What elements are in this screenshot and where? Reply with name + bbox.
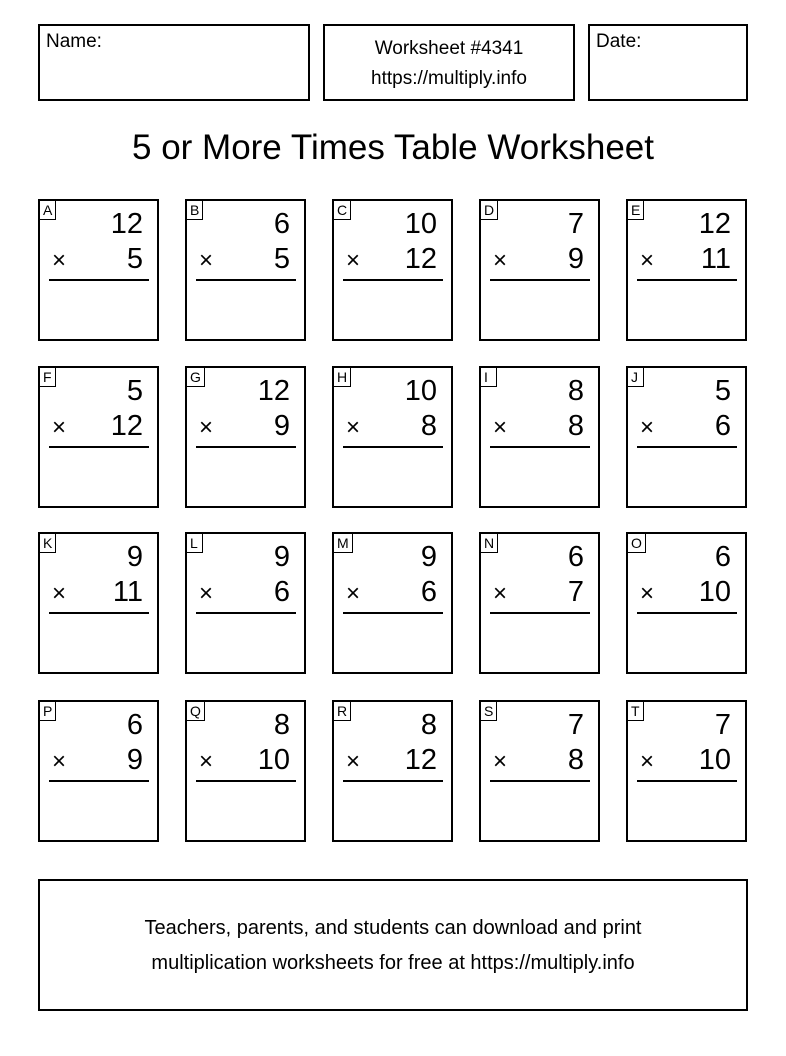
- multiply-sign: ×: [640, 414, 655, 441]
- problem-letter: O: [627, 533, 646, 553]
- problem-letter: M: [333, 533, 353, 553]
- problem-card: [38, 532, 159, 674]
- multiply-sign: ×: [346, 748, 361, 775]
- answer-line: [49, 780, 149, 782]
- problem-card: [332, 199, 453, 341]
- problem-letter: N: [480, 533, 498, 553]
- problem-card: [479, 700, 600, 842]
- multiplier: 7: [567, 576, 584, 608]
- answer-line: [343, 612, 443, 614]
- multiply-sign: ×: [52, 247, 67, 274]
- problem-card: [185, 532, 306, 674]
- problem-card: [332, 532, 453, 674]
- problem-card: [626, 199, 747, 341]
- date-label: Date:: [596, 31, 642, 52]
- name-field-box: [38, 24, 310, 101]
- multiplier: 12: [404, 243, 437, 275]
- problem-card: [626, 532, 747, 674]
- answer-line: [490, 612, 590, 614]
- answer-line: [196, 279, 296, 281]
- problem-card: [479, 366, 600, 508]
- multiply-sign: ×: [640, 748, 655, 775]
- multiply-sign: ×: [52, 748, 67, 775]
- answer-line: [343, 446, 443, 448]
- answer-line: [196, 446, 296, 448]
- answer-line: [343, 279, 443, 281]
- worksheet-info-box: [323, 24, 575, 101]
- multiply-sign: ×: [640, 580, 655, 607]
- multiplicand: 8: [420, 709, 437, 741]
- answer-line: [49, 612, 149, 614]
- problem-letter: P: [39, 701, 56, 721]
- date-field-box: [588, 24, 748, 101]
- multiplier: 6: [273, 576, 290, 608]
- multiplier: 6: [420, 576, 437, 608]
- problem-letter: K: [39, 533, 56, 553]
- multiplier: 12: [404, 744, 437, 776]
- multiplicand: 7: [714, 709, 731, 741]
- multiplier: 5: [126, 243, 143, 275]
- answer-line: [49, 279, 149, 281]
- problem-card: [479, 532, 600, 674]
- multiplicand: 7: [567, 208, 584, 240]
- problem-card: [185, 366, 306, 508]
- multiplier: 9: [126, 744, 143, 776]
- answer-line: [637, 279, 737, 281]
- footer-line-2: multiplication worksheets for free at https://multiply.info: [151, 952, 635, 974]
- multiply-sign: ×: [346, 414, 361, 441]
- problem-card: [479, 199, 600, 341]
- answer-line: [343, 780, 443, 782]
- multiply-sign: ×: [199, 748, 214, 775]
- problem-letter: S: [480, 701, 497, 721]
- multiply-sign: ×: [199, 414, 214, 441]
- multiply-sign: ×: [199, 580, 214, 607]
- problem-card: [38, 366, 159, 508]
- multiply-sign: ×: [493, 414, 508, 441]
- problem-letter: I: [480, 367, 497, 387]
- multiplier: 8: [567, 410, 584, 442]
- page-title: 5 or More Times Table Worksheet: [132, 128, 654, 167]
- problem-card: [332, 700, 453, 842]
- multiplicand: 6: [273, 208, 290, 240]
- multiplier: 9: [567, 243, 584, 275]
- problem-letter: D: [480, 200, 498, 220]
- problem-letter: F: [39, 367, 56, 387]
- multiplicand: 6: [567, 541, 584, 573]
- problem-card: [626, 366, 747, 508]
- problem-letter: J: [627, 367, 644, 387]
- multiplicand: 9: [420, 541, 437, 573]
- multiply-sign: ×: [493, 247, 508, 274]
- name-label: Name:: [46, 31, 102, 52]
- answer-line: [637, 780, 737, 782]
- answer-line: [196, 780, 296, 782]
- answer-line: [637, 446, 737, 448]
- multiply-sign: ×: [346, 247, 361, 274]
- worksheet-url: https://multiply.info: [371, 68, 527, 89]
- multiplier: 6: [714, 410, 731, 442]
- problem-card: [38, 199, 159, 341]
- answer-line: [637, 612, 737, 614]
- multiply-sign: ×: [52, 414, 67, 441]
- multiplicand: 6: [714, 541, 731, 573]
- answer-line: [490, 446, 590, 448]
- multiplicand: 6: [126, 709, 143, 741]
- multiplicand: 8: [273, 709, 290, 741]
- multiplicand: 8: [567, 375, 584, 407]
- multiplier: 8: [567, 744, 584, 776]
- problem-card: [626, 700, 747, 842]
- answer-line: [49, 446, 149, 448]
- problem-letter: G: [186, 367, 205, 387]
- multiplier: 11: [700, 243, 731, 275]
- multiplier: 10: [698, 576, 731, 608]
- problem-letter: E: [627, 200, 644, 220]
- answer-line: [196, 612, 296, 614]
- problem-letter: T: [627, 701, 644, 721]
- problem-letter: Q: [186, 701, 205, 721]
- problem-letter: B: [186, 200, 203, 220]
- answer-line: [490, 279, 590, 281]
- problem-letter: R: [333, 701, 351, 721]
- multiplicand: 10: [404, 208, 437, 240]
- multiplicand: 10: [404, 375, 437, 407]
- multiply-sign: ×: [640, 247, 655, 274]
- footer-box: [38, 879, 748, 1011]
- problem-card: [185, 700, 306, 842]
- multiplier: 10: [257, 744, 290, 776]
- multiply-sign: ×: [52, 580, 67, 607]
- problem-card: [38, 700, 159, 842]
- problem-card: [185, 199, 306, 341]
- multiplier: 9: [273, 410, 290, 442]
- problem-letter: H: [333, 367, 351, 387]
- multiplier: 11: [112, 576, 143, 608]
- multiplicand: 12: [110, 208, 143, 240]
- multiply-sign: ×: [493, 748, 508, 775]
- multiply-sign: ×: [493, 580, 508, 607]
- multiplier: 12: [110, 410, 143, 442]
- multiplier: 8: [420, 410, 437, 442]
- answer-line: [490, 780, 590, 782]
- multiplicand: 5: [714, 375, 731, 407]
- multiply-sign: ×: [346, 580, 361, 607]
- multiplicand: 12: [257, 375, 290, 407]
- multiplicand: 5: [126, 375, 143, 407]
- multiplicand: 9: [273, 541, 290, 573]
- multiply-sign: ×: [199, 247, 214, 274]
- multiplier: 10: [698, 744, 731, 776]
- problem-card: [332, 366, 453, 508]
- worksheet-id: Worksheet #4341: [374, 38, 524, 59]
- problem-letter: L: [186, 533, 203, 553]
- footer-line-1: Teachers, parents, and students can download and print: [144, 917, 642, 939]
- multiplicand: 9: [126, 541, 143, 573]
- multiplicand: 12: [698, 208, 731, 240]
- multiplier: 5: [273, 243, 290, 275]
- problem-letter: A: [39, 200, 56, 220]
- problem-letter: C: [333, 200, 351, 220]
- multiplicand: 7: [567, 709, 584, 741]
